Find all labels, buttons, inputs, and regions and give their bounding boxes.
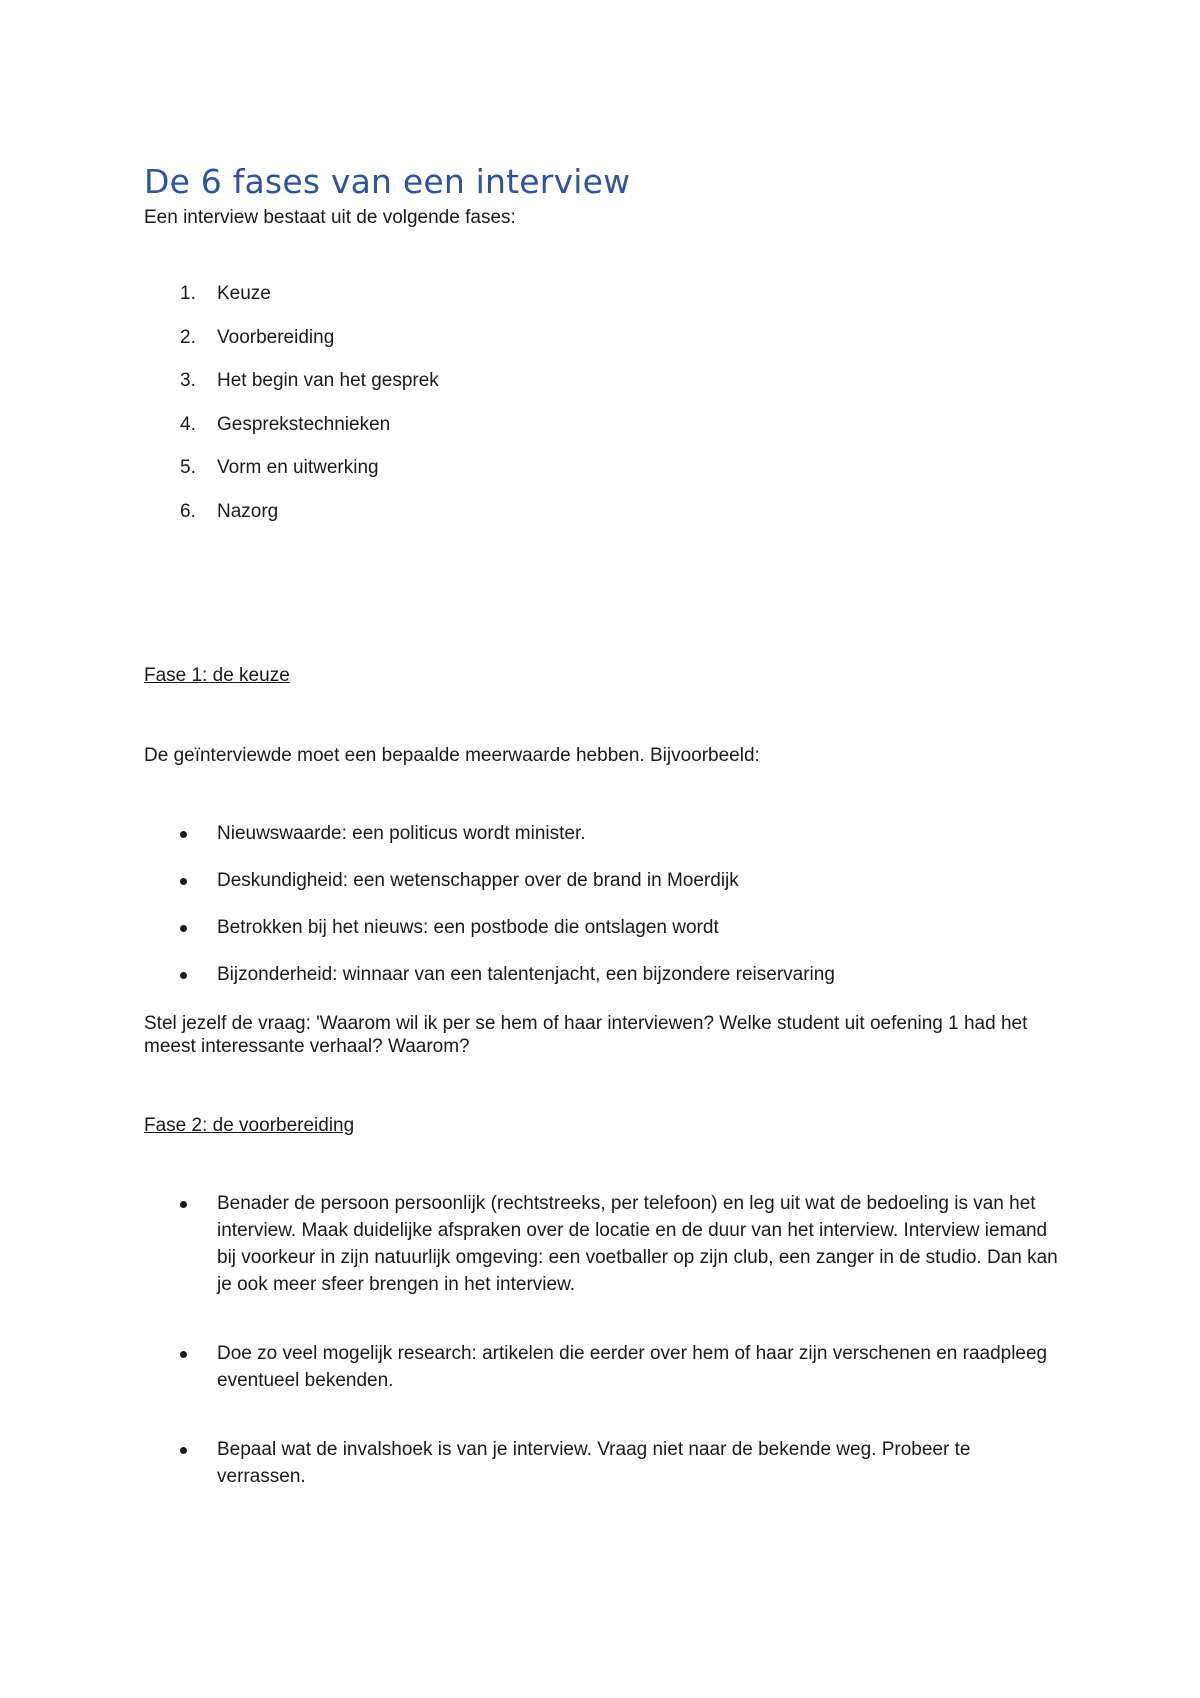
bullet-icon (180, 831, 187, 838)
list-number: 3. (180, 370, 196, 392)
list-number: 6. (180, 500, 196, 522)
document-page (144, 0, 1064, 1698)
fase2-heading: Fase 2: de voorbereiding (144, 1115, 355, 1136)
bullet-icon (180, 925, 187, 932)
bullet-text: Bijzonderheid: winnaar van een talentenjacht, een bijzondere reiservaring (217, 964, 835, 985)
list-item (144, 1436, 1064, 1490)
list-number: 5. (180, 457, 196, 479)
bullet-icon (180, 878, 187, 885)
list-number: 4. (180, 413, 196, 435)
list-item (144, 867, 1064, 914)
list-number: 2. (180, 326, 196, 348)
bullet-icon (180, 972, 187, 979)
fase2-bullet-list (144, 1190, 1064, 1532)
bullet-icon (180, 1201, 187, 1208)
intro-text: Een interview bestaat uit de volgende fases: (144, 207, 516, 228)
bullet-text: Benader de persoon persoonlijk (rechtstreeks, per telefoon) en leg uit wat de bedoeling is van het interview. Maak duidelijke afspraken over de locatie en de duur van het interview. Interview iemand bij voorkeur in zijn natuurlijk omgeving: een voetballer op zijn club, een zanger in de studio. Dan kan je ook meer sfeer brengen in het interview. (217, 1193, 1058, 1295)
list-item (144, 961, 1064, 1008)
fase1-intro: De geïnterviewde moet een bepaalde meerwaarde hebben. Bijvoorbeeld: (144, 745, 760, 766)
fase1-heading: Fase 1: de keuze (144, 665, 290, 686)
bullet-text: Betrokken bij het nieuws: een postbode die ontslagen wordt (217, 917, 719, 938)
list-item-label: Gesprekstechnieken (217, 413, 391, 435)
list-item-label: Het begin van het gesprek (217, 370, 439, 392)
fase1-question: Stel jezelf de vraag: 'Waarom wil ik per se hem of haar interviewen? Welke student uit oefening 1 had het meest interessante verhaal? Waarom? (144, 1013, 1028, 1057)
bullet-icon (180, 1447, 187, 1454)
list-item (144, 1340, 1064, 1394)
bullet-text: Deskundigheid: een wetenschapper over de brand in Moerdijk (217, 870, 739, 891)
list-item (144, 820, 1064, 867)
list-item (144, 1190, 1064, 1298)
bullet-text: Doe zo veel mogelijk research: artikelen die eerder over hem of haar zijn verschenen en raadpleeg eventueel bekenden. (217, 1343, 1048, 1391)
fase1-bullet-list (144, 820, 1064, 1008)
list-item-label: Keuze (217, 283, 271, 304)
document-title: De 6 fases van een interview (144, 162, 631, 201)
bullet-text: Nieuwswaarde: een politicus wordt minister. (217, 823, 586, 844)
bullet-icon (180, 1351, 187, 1358)
list-item-label: Voorbereiding (217, 326, 335, 348)
bullet-text: Bepaal wat de invalshoek is van je interview. Vraag niet naar de bekende weg. Probeer te verrassen. (217, 1439, 971, 1487)
list-item-label: Vorm en uitwerking (217, 457, 379, 479)
list-number: 1. (180, 283, 196, 304)
list-item-label: Nazorg (217, 500, 279, 522)
list-item (144, 914, 1064, 961)
